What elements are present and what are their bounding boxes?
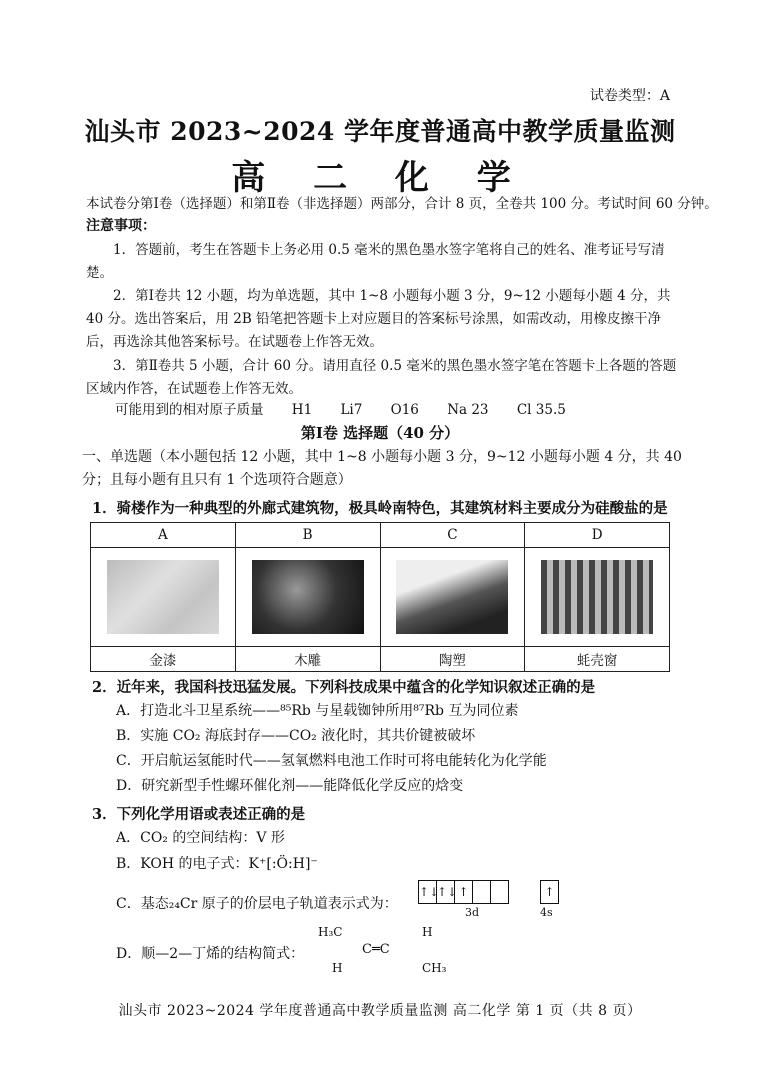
orbital-4s-cell: ↑ xyxy=(544,885,555,899)
atomic-mass-li: Li7 xyxy=(340,402,363,418)
question-1-table xyxy=(90,522,670,672)
q3-option-d: D．顺—2—丁烯的结构简式： xyxy=(116,946,305,962)
orbital-3d-boxes xyxy=(418,880,509,904)
q1-label-a: 金漆 xyxy=(91,647,236,672)
wood-carving-photo xyxy=(252,560,364,634)
question-2-stem: 2．近年来，我国科技迅猛发展。下列科技成果中蕴含的化学知识叙述正确的是 xyxy=(92,679,596,696)
exam-title: 汕头市 2023~2024 学年度普通高中教学质量监测 xyxy=(84,117,676,146)
struct-bottom-right: CH₃ xyxy=(422,961,447,975)
page-footer: 汕头市 2023~2024 学年度普通高中教学质量监测 高二化学 第 1 页（共 8 页） xyxy=(118,1003,642,1019)
struct-top-left: H₃C xyxy=(318,925,343,939)
gold-lacquer-photo xyxy=(107,560,219,634)
paper-type: 试卷类型：A xyxy=(589,88,670,104)
q2-option-d: D．研究新型手性螺环催化剂——能降低化学反应的焓变 xyxy=(116,778,464,794)
orbital-4s-box xyxy=(540,880,559,904)
orbital-3d-box: ↑ xyxy=(455,881,473,903)
orbital-3d-box xyxy=(473,881,491,903)
q1-header-c: C xyxy=(380,523,525,548)
q2-option-a: A．打造北斗卫星系统——⁸⁵Rb 与星载铷钟所用⁸⁷Rb 互为同位素 xyxy=(116,703,519,719)
orbital-4s-label: 4s xyxy=(540,906,553,919)
intro-text: 本试卷分第Ⅰ卷（选择题）和第Ⅱ卷（非选择题）两部分，合计 8 页，全卷共 100 分。考试时间 60 分钟。 xyxy=(86,196,718,212)
atomic-mass-label: 可能用到的相对原子质量 xyxy=(115,402,264,418)
atomic-mass-na: Na 23 xyxy=(447,402,489,418)
q3-option-b: B．KOH 的电子式：K⁺[:Ö:H]⁻ xyxy=(116,856,318,872)
q2-option-c: C．开启航运氢能时代——氢氧燃料电池工作时可将电能转化为化学能 xyxy=(116,753,547,769)
orbital-3d-box: ↑↓ xyxy=(419,881,437,903)
struct-top-right: H xyxy=(422,925,433,939)
oyster-shell-window-photo xyxy=(541,560,653,634)
q1-header-b: B xyxy=(235,523,380,548)
atomic-mass-o: O16 xyxy=(390,402,419,418)
question-3-stem: 3．下列化学用语或表述正确的是 xyxy=(92,806,306,823)
struct-double-bond: C═C xyxy=(362,942,390,957)
q3-option-c: C．基态₂₄Cr 原子的价层电子轨道表示式为： xyxy=(116,896,398,912)
orbital-3d-label: 3d xyxy=(465,906,480,919)
orbital-3d-box xyxy=(491,881,508,903)
subject-title: 高 二 化 学 xyxy=(231,158,529,198)
q1-label-d: 蚝壳窗 xyxy=(525,647,670,672)
q3-option-a: A．CO₂ 的空间结构：V 形 xyxy=(116,830,285,846)
cis-2-butene-structure xyxy=(318,925,458,977)
note-1: 1．答题前，考生在答题卡上务必用 0.5 毫米的黑色墨水签字笔将自己的姓名、准考证号写清楚。 xyxy=(86,242,665,281)
atomic-mass-line xyxy=(115,398,590,418)
q1-label-b: 木雕 xyxy=(235,647,380,672)
q1-label-c: 陶塑 xyxy=(380,647,525,672)
notes-heading: 注意事项： xyxy=(86,218,156,234)
struct-bottom-left: H xyxy=(332,961,343,975)
orbital-3d-box: ↑↓ xyxy=(437,881,455,903)
pottery-sculpture-photo xyxy=(396,560,508,634)
atomic-mass-h: H1 xyxy=(291,402,313,418)
q1-header-d: D xyxy=(525,523,670,548)
q2-option-b: B．实施 CO₂ 海底封存——CO₂ 液化时，其共价键被破坏 xyxy=(116,728,476,744)
note-2: 2．第Ⅰ卷共 12 小题，均为单选题，其中 1~8 小题每小题 3 分，9~12 小题每小题 4 分，共 40 分。选出答案后，用 2B 铅笔把答题卡上对应题目的答案标号涂黑，如需改动，用橡皮擦干净后，再选涂其他答案标号。在试题卷上作答无效。 xyxy=(86,288,671,350)
atomic-mass-cl: Cl 35.5 xyxy=(516,402,566,418)
section-title: 第Ⅰ卷 选择题（40 分） xyxy=(300,424,460,442)
note-3: 3．第Ⅱ卷共 5 小题，合计 60 分。请用直径 0.5 毫米的黑色墨水签字笔在答题卡上各题的答题区域内作答，在试题卷上作答无效。 xyxy=(86,358,677,397)
part-one-heading: 一、单选题（本小题包括 12 小题，其中 1~8 小题每小题 3 分，9~12 小题每小题 4 分，共 40 分；且每小题有且只有 1 个选项符合题意） xyxy=(82,449,682,488)
question-1-stem: 1．骑楼作为一种典型的外廊式建筑物，极具岭南特色，其建筑材料主要成分为硅酸盐的是 xyxy=(92,500,668,517)
q1-header-a: A xyxy=(91,523,236,548)
